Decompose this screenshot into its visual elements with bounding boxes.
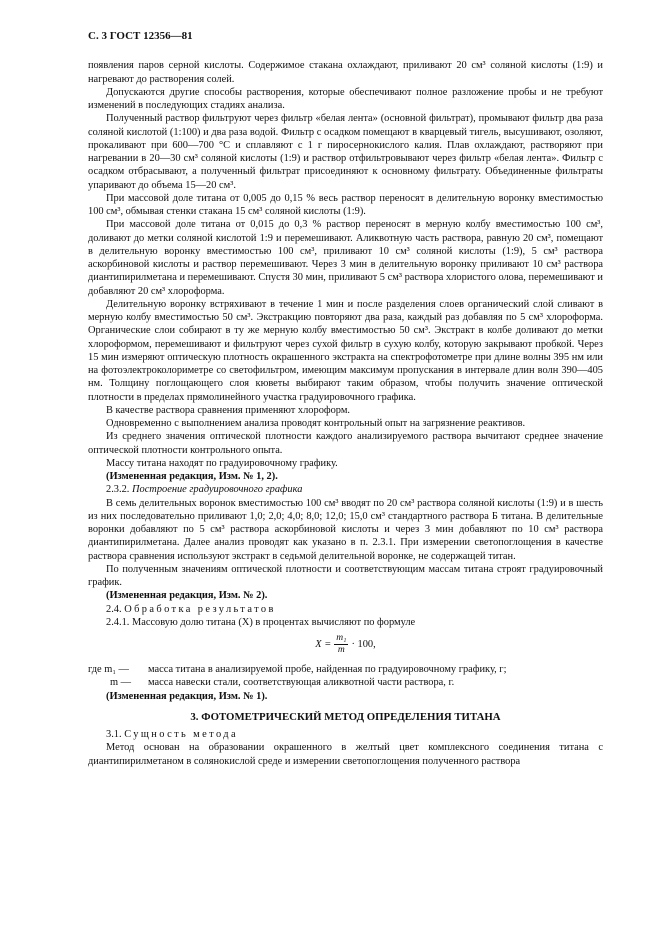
subsection-heading bbox=[88, 483, 603, 496]
legend-label: m — bbox=[110, 677, 132, 689]
revision-note: (Измененная редакция, Изм. № 1, 2). bbox=[106, 471, 278, 482]
paragraph: Допускаются другие способы растворения, которые обеспечивают полное разложение пробы и не требуют изменений в последующих стадиях анализа. bbox=[88, 86, 603, 111]
legend-label: где m₁ — bbox=[88, 664, 129, 675]
subsection-title: Обработка результатов bbox=[124, 603, 276, 615]
legend-row bbox=[88, 676, 603, 689]
subsection-number: 2.4. bbox=[106, 603, 122, 615]
paragraph: Делительную воронку встряхивают в течение 1 мин и после разделения слоев органический слой сливают в мерную колбу вместимостью 50 см³. Экстракцию повторяют два раза, каждый раз добавляя по 5 см³ хлороформа. Органические слои собирают в ту же мерную колбу вместимостью 50 см³. Экстракт в колбе доливают до метки хлороформом, перемешивают и фильтруют через сухой фильтр в сухую колбу, которую закрывают пробкой. Через 15 мин измеряют оптическую плотность окрашенного экстракта на спектрофотометре при длине волны 395 нм или на фотоэлектроколориметре со светофильтром, имеющим максимум пропускания в интервале длин волн 390—405 нм. Толщину поглощающего слоя кюветы выбирают таким образом, чтобы получить значение оптической плотности в пределах прямолинейного участка градуировочного графика. bbox=[88, 298, 603, 403]
subsection-heading bbox=[88, 603, 603, 616]
paragraph: 2.4.1. Массовую долю титана (X) в процентах вычисляют по формуле bbox=[106, 616, 416, 628]
subsection-title: Сущность метода bbox=[124, 729, 238, 740]
paragraph: появления паров серной кислоты. Содержимое стакана охлаждают, приливают 20 см³ соляной кислоты (1:9) и нагревают до растворения солей. bbox=[88, 60, 603, 85]
running-title: С. 3 ГОСТ 12356—81 bbox=[88, 30, 193, 42]
subsection-heading bbox=[88, 728, 603, 741]
subsection-number: 3.1. bbox=[106, 729, 122, 740]
paragraph: В качестве раствора сравнения применяют хлороформ. bbox=[106, 404, 351, 416]
formula-denominator: m bbox=[337, 645, 345, 655]
formula-numerator: m₁ bbox=[336, 633, 347, 643]
paragraph: При массовой доле титана от 0,015 до 0,3 % раствор переносят в мерную колбу вместимостью 100 см³, доливают до метки соляной кислотой 1:9 и перемешивают. Аликвотную часть раствора, равную 20 см³, помещают в делительную воронку вместимостью 100 см³, приливают 10 см³ соляной кислоты (1:9), 5 см³ раствора аскорбиновой кислоты и раствор перемешивают. Через 3 мин в делительную воронку приливают 10 см³ раствора диантипирилметана и перемешивают. Спустя 30 мин, приливают 5 см³ раствора хлористого олова, перемешивают и добавляют 20 см³ хлороформа. bbox=[88, 219, 603, 297]
formula-fraction bbox=[334, 633, 348, 656]
formula-legend bbox=[88, 663, 603, 690]
paragraph: Метод основан на образовании окрашенного в желтый цвет комплексного соединения титана с диантипирилметаном в солянокислой среде и измерении светопоглощения полученного раствора bbox=[88, 742, 603, 767]
paragraph: Из среднего значения оптической плотности каждого анализируемого раствора вычитают среднее значение оптической плотности контрольного опыта. bbox=[88, 431, 603, 456]
formula bbox=[88, 633, 603, 659]
paragraph: При массовой доле титана от 0,005 до 0,15 % весь раствор переносят в делительную воронку вместимостью 100 см³, обмывая стенки стакана 15 см³ соляной кислоты (1:9). bbox=[88, 192, 603, 217]
section-heading: 3. ФОТОМЕТРИЧЕСКИЙ МЕТОД ОПРЕДЕЛЕНИЯ ТИТАНА bbox=[190, 710, 501, 723]
revision-note: (Измененная редакция, Изм. № 2). bbox=[106, 590, 268, 602]
subsection-number: 2.3.2. bbox=[106, 484, 130, 496]
legend-row bbox=[88, 663, 603, 676]
formula-lhs: X = bbox=[315, 638, 332, 650]
paragraph: Полученный раствор фильтруют через фильтр «белая лента» (основной фильтрат), промывают фильтр два раза соляной кислотой (1:100) и два раза водой. Фильтр с осадком помещают в кварцевый тигель, высушивают, озоляют, прокаливают при 600—700 °С и сплавляют с 1 г пиросернокислого калия. Плав охлаждают, растворяют при нагревании в 20—30 см³ соляной кислоты (1:9) и раствор отфильтровывают через фильтр «белая лента». Фильтр с осадком отбрасывают, а полученный фильтрат присоединяют к основному фильтрату. Объединенные фильтраты упаривают до объема 15—20 см³. bbox=[88, 113, 603, 191]
paragraph: Массу титана находят по градуировочному графику. bbox=[106, 457, 338, 469]
paragraph: Одновременно с выполнением анализа проводят контрольный опыт на загрязнение реактивов. bbox=[106, 418, 526, 429]
paragraph: В семь делительных воронок вместимостью 100 см³ вводят по 20 см³ раствора соляной кислоты (1:9) и в шесть из них последовательно приливают 1,0; 2,0; 4,0; 8,0; 12,0; 15,0 см³ стандартного раствора Б титана. В делительные воронки добавляют по 5 см³ раствора аскорбиновой кислоты и через 3 мин добавляют по 10 см³ раствора диантипирилметана. Далее анализ проводят как указано в п. 2.3.1. При измерении светопоглощения в качестве раствора сравнения используют экстракт в седьмой делительной воронке, не содержащей титан. bbox=[88, 497, 603, 562]
revision-note: (Измененная редакция, Изм. № 1). bbox=[106, 690, 268, 702]
formula-rhs: · 100, bbox=[351, 638, 376, 650]
paragraph: По полученным значениям оптической плотности и соответствующим массам титана строят градуировочный график. bbox=[88, 563, 603, 588]
legend-text: масса титана в анализируемой пробе, найденная по градуировочному графику, г; bbox=[148, 664, 507, 675]
subsection-title: Построение градуировочного графика bbox=[132, 484, 303, 496]
legend-text: масса навески стали, соответствующая аликвотной части раствора, г. bbox=[148, 677, 455, 689]
